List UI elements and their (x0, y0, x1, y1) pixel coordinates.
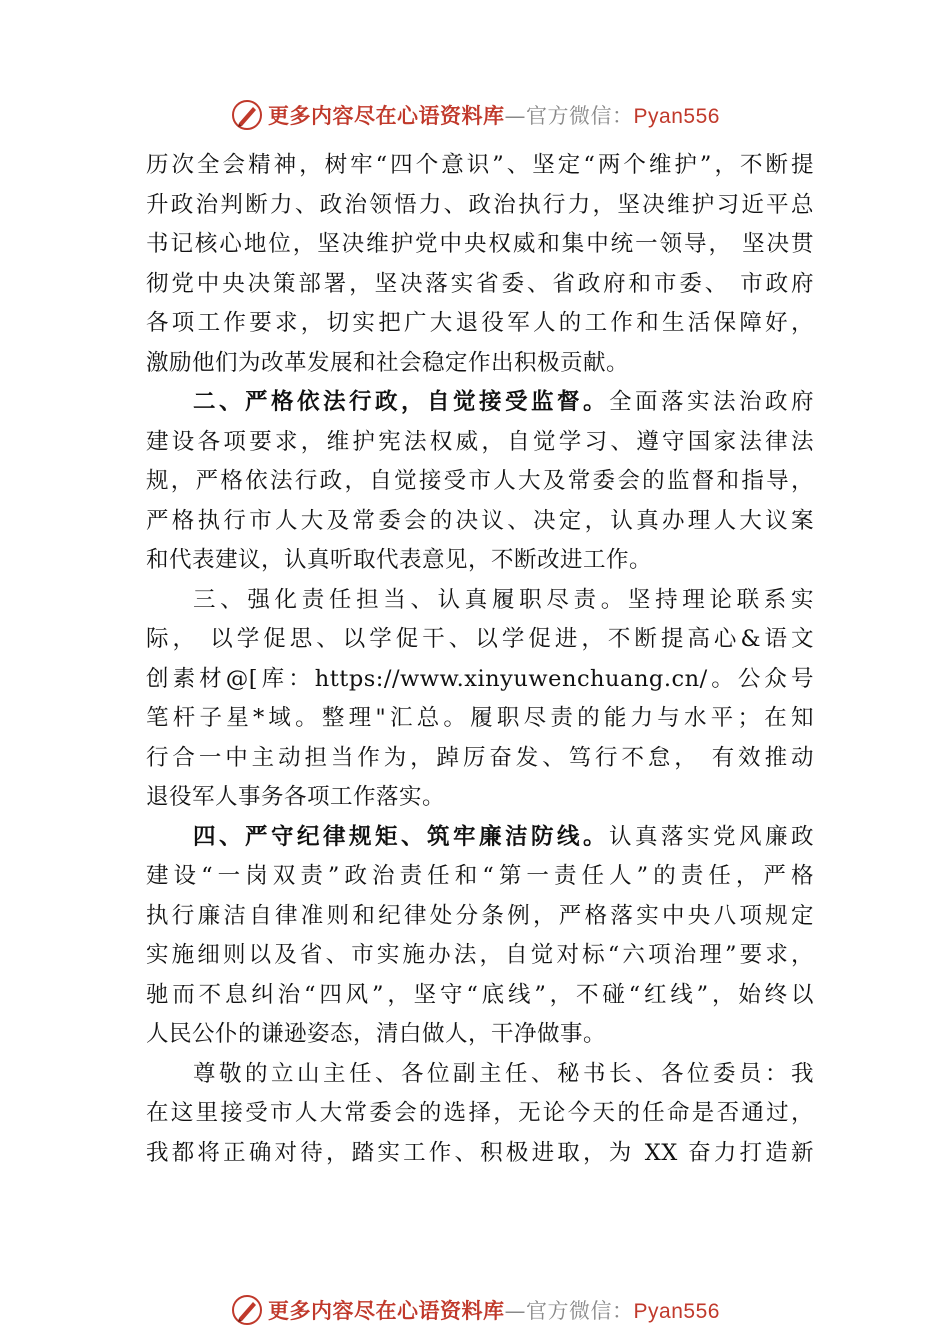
text-line: 书记核心地位，坚决维护党中央权威和集中统一领导， 坚决贯 (146, 231, 814, 257)
text-line: 人民公仆的谦逊姿态，清白做人，干净做事。 (146, 1021, 607, 1047)
text-line: 退役军人事务各项工作落实。 (146, 784, 446, 810)
footer-banner (0, 1290, 950, 1330)
text-line: 执行廉洁自律准则和纪律处分条例，严格落实中央八项规定 (146, 902, 814, 929)
text-line: 历次全会精神，树牢“四个意识”、坚定“两个维护”，不断提 (146, 152, 814, 178)
section-heading-line: 四、严守纪律规矩、筑牢廉洁防线。认真落实党风廉政 (193, 823, 814, 850)
header-banner (0, 95, 950, 135)
text-line: 在这里接受市人大常委会的选择，无论今天的任命是否通过， (146, 1100, 814, 1126)
section-heading-2: 二、严格依法行政，自觉接受监督。 (193, 389, 609, 415)
text-line: 彻党中央决策部署，坚决落实省委、省政府和市委、 市政府 (146, 270, 814, 297)
text-line: 笔杆子星*域。整理"汇总。履职尽责的能力与水平；在知 (146, 705, 814, 731)
text-line: 和代表建议，认真听取代表意见，不断改进工作。 (146, 547, 653, 573)
text-line: 创素材@[库：https://www.xinyuwenchuang.cn/。公众号 (146, 665, 814, 692)
text-line: 我都将正确对待，踏实工作、积极进取，为 XX 奋力打造新 (146, 1139, 814, 1166)
pen-logo-icon (230, 1293, 264, 1327)
banner-text: 更多内容尽在心语资料库—官方微信：Pyan556 (268, 1298, 720, 1323)
text-line: 行合一中主动担当作为，踔厉奋发、笃行不怠， 有效推动 (146, 744, 814, 771)
text-line: 建设“一岗双责”政治责任和“第一责任人”的责任，严格 (146, 863, 814, 889)
pen-logo-icon (230, 98, 264, 132)
section-heading-4: 四、严守纪律规矩、筑牢廉洁防线。 (193, 823, 609, 850)
text-line: 升政治判断力、政治领悟力、政治执行力，坚决维护习近平总 (146, 191, 814, 218)
text-line: 实施细则以及省、市实施办法，自觉对标“六项治理”要求， (146, 942, 814, 968)
text-line: 际， 以学促思、以学促干、以学促进，不断提高心&语文 (146, 626, 814, 652)
text-line: 严格执行市人大及常委会的决议、决定，认真办理人大议案 (146, 507, 814, 534)
text-line: 激励他们为改革发展和社会稳定作出积极贡献。 (146, 349, 630, 376)
text-line: 各项工作要求，切实把广大退役军人的工作和生活保障好， (146, 310, 814, 336)
text-line: 规，严格依法行政，自觉接受市人大及常委会的监督和指导， (146, 468, 814, 494)
text-line: 尊敬的立山主任、各位副主任、秘书长、各位委员：我 (193, 1060, 814, 1087)
document-body (146, 146, 814, 1173)
text-line: 驰而不息纠治“四风”，坚守“底线”，不碰“红线”，始终以 (146, 981, 814, 1008)
section-heading-line: 二、严格依法行政，自觉接受监督。全面落实法治政府 (193, 389, 814, 415)
text-line: 三、强化责任担当、认真履职尽责。坚持理论联系实 (193, 586, 814, 613)
banner-text: 更多内容尽在心语资料库—官方微信：Pyan556 (268, 103, 720, 128)
text-line: 建设各项要求，维护宪法权威，自觉学习、遵守国家法律法 (146, 428, 814, 455)
